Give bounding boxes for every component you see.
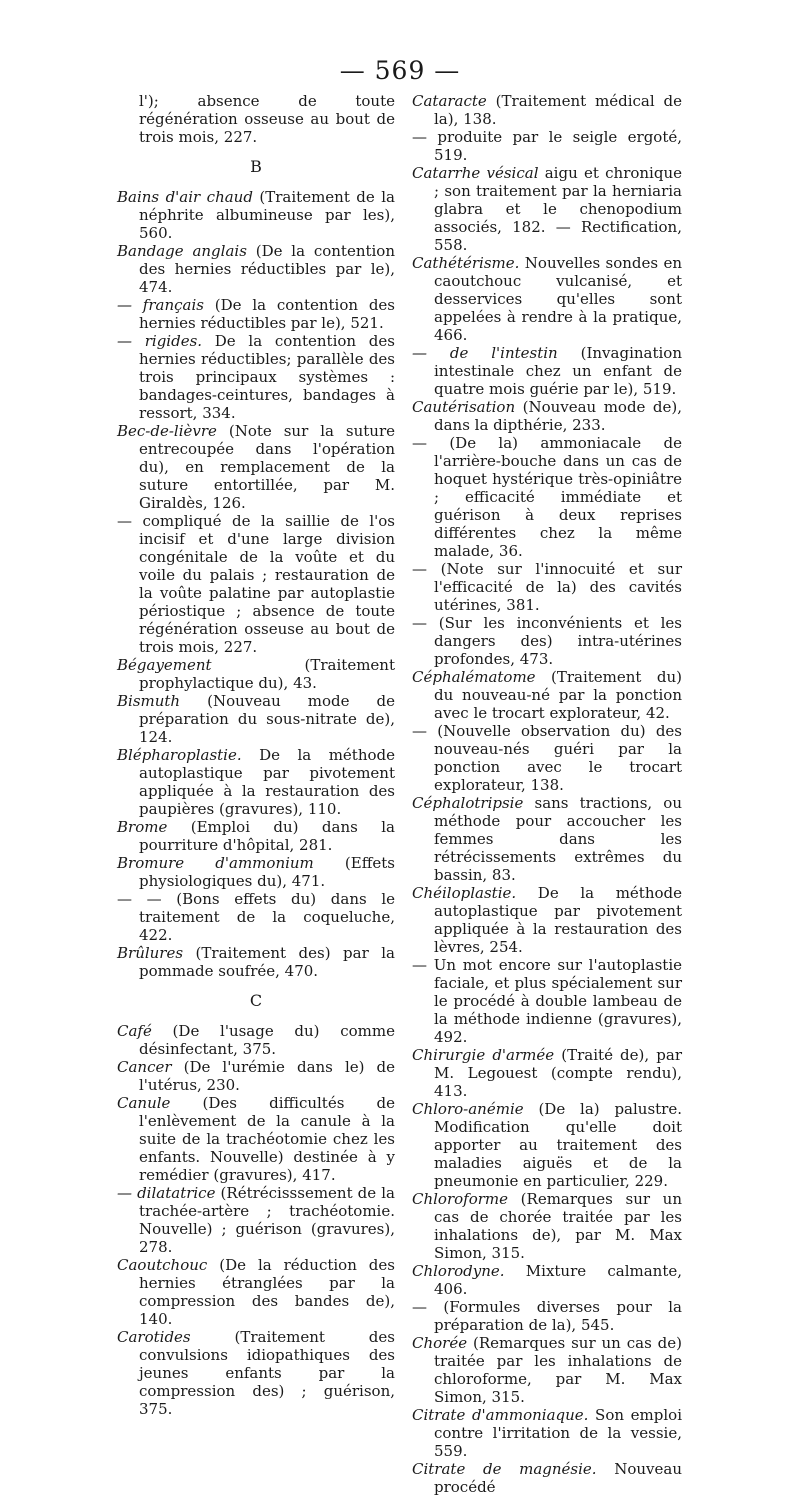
section-letter: C	[249, 991, 263, 1010]
index-text: (Note sur la suture entrecoupée dans l'opération du), en remplacement de la suture entortillée, par M. Giraldès, 126.	[139, 422, 395, 512]
index-text: — (De la) ammoniacale de l'arrière-bouche dans un cas de hoquet hystérique très-opiniâtre ; efficacité immédiate et guérison à deux reprises différentes chez la même malade, 36.	[412, 434, 682, 560]
index-text: (Nouveau mode de), dans la dipthérie, 233.	[434, 398, 682, 434]
index-term: Citrate de magnésie.	[412, 1460, 597, 1478]
index-entry	[412, 344, 682, 398]
index-term: — rigides.	[117, 332, 203, 350]
index-text: De la méthode autoplastique par pivotement appliquée à la restauration des paupières (gravures), 110.	[139, 746, 395, 818]
index-text: (Rétrécisssement de la trachée-artère ; trachéotomie. Nouvelle) ; guérison (gravures), 278.	[139, 1184, 395, 1256]
index-term: Bismuth	[117, 692, 181, 710]
index-entry	[117, 1022, 395, 1058]
index-text: (De la contention des hernies réductibles par le), 521.	[139, 296, 396, 332]
index-entry	[412, 92, 682, 128]
index-entry	[412, 128, 682, 164]
index-entry	[412, 1262, 682, 1298]
index-text: (Traitement des) par la pommade soufrée, 470.	[139, 944, 395, 980]
index-text: Nouveau procédé	[434, 1460, 682, 1496]
index-entry	[412, 884, 682, 956]
index-text: — (Nouvelle observation du) des nouveau-nés guéri par la ponction avec le trocart explorateur, 138.	[412, 722, 682, 794]
index-term: Cancer	[117, 1058, 172, 1076]
index-term: Bains d'air chaud	[117, 188, 253, 206]
index-text: Nouvelles sondes en caoutchouc vulcanisé, et desservices qu'elles sont appelées à rendre à la pratique, 466.	[434, 254, 682, 344]
index-text: (Traitement de la néphrite albumineuse par les), 560.	[139, 188, 395, 242]
index-entry	[117, 1184, 395, 1256]
index-entry	[117, 332, 395, 422]
index-term: Cataracte	[412, 92, 487, 110]
index-term: Carotides	[117, 1328, 191, 1346]
index-term: Caoutchouc	[117, 1256, 208, 1274]
index-entry	[412, 956, 682, 1046]
index-entry	[117, 944, 395, 980]
index-entry	[412, 254, 682, 344]
index-term: — français	[117, 296, 204, 314]
index-text: Mixture calmante, 406.	[434, 1262, 682, 1298]
index-term: Canule	[117, 1094, 171, 1112]
index-text: (De l'usage du) comme désinfectant, 375.	[139, 1022, 395, 1058]
index-term: Bec-de-lièvre	[117, 422, 217, 440]
index-term: Chéiloplastie.	[412, 884, 517, 902]
index-text: (Nouveau mode de préparation du sous-nitrate de), 124.	[139, 692, 395, 746]
index-text: (De l'urémie dans le) de l'utérus, 230.	[139, 1058, 395, 1094]
index-text: — produite par le seigle ergoté, 519.	[412, 128, 682, 164]
index-entry	[412, 1406, 682, 1460]
index-text: (Traitement du) du nouveau-né par la ponction avec le trocart explorateur, 42.	[434, 668, 682, 722]
index-term: Café	[117, 1022, 152, 1040]
index-term: Bandage anglais	[117, 242, 247, 260]
index-text: (Remarques sur un cas de chorée traitée par les inhalations de), par M. Max Simon, 315.	[434, 1190, 682, 1262]
index-text: (Traitement médical de la), 138.	[434, 92, 682, 128]
index-entry	[412, 1460, 682, 1496]
index-entry	[412, 1334, 682, 1406]
index-text: (Traitement prophylactique du), 43.	[139, 656, 395, 692]
index-entry	[117, 188, 395, 242]
index-entry	[117, 1094, 395, 1184]
index-term: — dilatatrice	[117, 1184, 216, 1202]
index-text: Son emploi contre l'irritation de la vessie, 559.	[434, 1406, 682, 1460]
index-entry	[117, 818, 395, 854]
index-term: Chirurgie d'armée	[412, 1046, 555, 1064]
index-entry	[412, 614, 682, 668]
index-entry	[117, 890, 395, 944]
index-text: De la méthode autoplastique par pivotement appliquée à la restauration des lèvres, 254.	[434, 884, 682, 956]
index-text: — (Note sur l'innocuité et sur l'efficacité de la) des cavités utérines, 381.	[412, 560, 682, 614]
index-entry	[117, 422, 395, 512]
index-term: Cathétérisme.	[412, 254, 520, 272]
index-entry	[117, 1058, 395, 1094]
right-column	[412, 92, 682, 1496]
index-text: sans tractions, ou méthode pour accoucher les femmes dans les rétrécissements extrêmes du bassin, 83.	[434, 794, 682, 884]
section-letter: B	[250, 157, 262, 176]
index-entry	[117, 854, 395, 890]
index-text: (Effets physiologiques du), 471.	[139, 854, 395, 890]
index-term: Chloroforme	[412, 1190, 509, 1208]
left-column	[117, 92, 395, 1418]
index-text: (Emploi du) dans la pourriture d'hôpital, 281.	[139, 818, 395, 854]
index-text: (De la contention des hernies réductibles par le), 474.	[139, 242, 395, 296]
index-text: De la contention des hernies réductibles; parallèle des trois principaux systèmes : bandages-ceintures, bandages à ressort, 334.	[139, 332, 395, 422]
index-text: — (Formules diverses pour la préparation de la), 545.	[412, 1298, 682, 1334]
index-entry	[117, 692, 395, 746]
index-term: Blépharoplastie.	[117, 746, 242, 764]
index-term: Chloro-anémie	[412, 1100, 524, 1118]
index-term: Bégayement	[117, 656, 212, 674]
index-text: (Traité de), par M. Legouest (compte rendu), 413.	[434, 1046, 682, 1100]
index-entry	[412, 1190, 682, 1262]
index-text: (Des difficultés de l'enlèvement de la canule à la suite de la trachéotomie chez les enfants. Nouvelle) destinée à y remédier (gravures), 417.	[139, 1094, 395, 1184]
index-entry	[117, 242, 395, 296]
index-entry	[117, 746, 395, 818]
index-entry	[117, 656, 395, 692]
index-entry	[412, 794, 682, 884]
index-term: Citrate d'ammoniaque.	[412, 1406, 589, 1424]
index-text: (Traitement des convulsions idiopathiques des jeunes enfants par la compression des) ; guérison, 375.	[139, 1328, 395, 1418]
index-entry	[412, 560, 682, 614]
index-text: l'); absence de toute régénération osseuse au bout de trois mois, 227.	[139, 92, 395, 146]
index-entry	[412, 398, 682, 434]
index-term: Cautérisation	[412, 398, 516, 416]
index-term: Céphalotripsie	[412, 794, 524, 812]
index-term: — de l'intestin	[412, 344, 558, 362]
index-term: Catarrhe vésical	[412, 164, 539, 182]
index-text: (Remarques sur un cas de) traitée par les inhalations de chloroforme, par M. Max Simon, 315.	[434, 1334, 682, 1406]
index-entry	[412, 1100, 682, 1190]
page-number: — 569 —	[339, 56, 461, 85]
index-term: Bromure d'ammonium	[117, 854, 314, 872]
index-text: — — (Bons effets du) dans le traitement de la coqueluche, 422.	[117, 890, 395, 944]
index-entry	[412, 722, 682, 794]
index-entry	[412, 1046, 682, 1100]
index-entry	[117, 1256, 395, 1328]
index-term: Brome	[117, 818, 168, 836]
index-entry	[412, 164, 682, 254]
index-entry	[117, 92, 395, 146]
index-text: aigu et chronique ; son traitement par la herniaria glabra et le chenopodium associés, 182. — Rectification, 558.	[434, 164, 682, 254]
index-text: (Invagination intestinale chez un enfant de quatre mois guérie par le), 519.	[434, 344, 682, 398]
index-entry	[117, 512, 395, 656]
index-entry	[412, 434, 682, 560]
index-entry	[117, 1328, 395, 1418]
index-text: (De la réduction des hernies étranglées par la compression des bandes de), 140.	[139, 1256, 395, 1328]
index-text: — compliqué de la saillie de l'os incisif et d'une large division congénitale de la voûte et du voile du palais ; restauration de la voûte palatine par autoplastie périostique ; absence de toute régénération osseuse au bout de trois mois, 227.	[117, 512, 395, 656]
index-entry	[117, 296, 395, 332]
index-term: Chlorodyne.	[412, 1262, 505, 1280]
index-term: Chorée	[412, 1334, 468, 1352]
index-entry	[412, 1298, 682, 1334]
index-term: Brûlures	[117, 944, 184, 962]
index-text: — (Sur les inconvénients et les dangers des) intra-utérines profondes, 473.	[412, 614, 682, 668]
index-text: (De la) palustre. Modification qu'elle doit apporter au traitement des maladies aiguës et de la pneumonie en particulier, 229.	[434, 1100, 682, 1190]
index-term: Céphalématome	[412, 668, 536, 686]
index-entry	[412, 668, 682, 722]
index-text: — Un mot encore sur l'autoplastie faciale, et plus spécialement sur le procédé à double lambeau de la méthode indienne (gravures), 492.	[412, 956, 682, 1046]
